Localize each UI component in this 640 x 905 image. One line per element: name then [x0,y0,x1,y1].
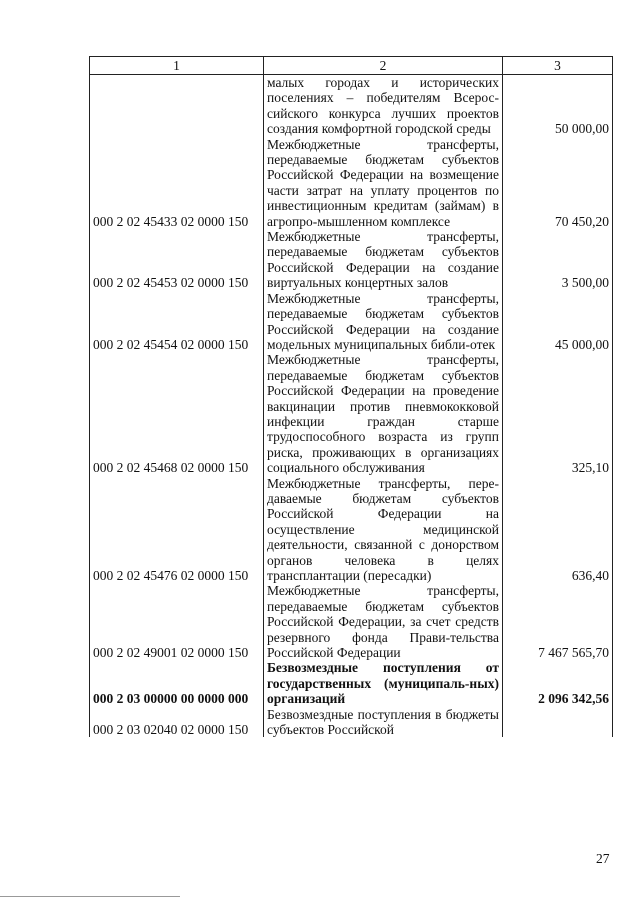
row-description: Межбюджетные трансферты, передаваемые бюджетам субъектов Российской Федерации на проведение вакцинации против пневмококковой инфекции граждан старше трудоспособного возраста из групп риска, проживающих в организациях социального обслуживания [264,352,503,475]
page-number: 27 [596,851,610,866]
row-code: 000 2 02 45476 02 0000 150 [90,476,264,584]
column-header-amount: 3 [503,57,613,75]
row-description: Межбюджетные трансферты, пере-даваемые бюджетам субъектов Российской Федерации на осуществление медицинской деятельности, связанной с донорством органов человека в целях трансплантации (пересадки) [264,476,503,584]
row-code [90,75,264,137]
table-row [90,137,613,229]
budget-revenue-table [89,56,613,737]
row-code: 000 2 03 00000 00 0000 000 [90,660,264,706]
row-amount: 636,40 [503,476,613,584]
row-description: малых городах и исторических поселениях – победителям Всерос-сийского конкурса лучших проектов создания комфортной городской среды [264,75,503,137]
row-description: Межбюджетные трансферты, передаваемые бюджетам субъектов Российской Федерации на создание модельных муниципальных библи-отек [264,291,503,353]
row-description: Безвозмездные поступления в бюджеты субъектов Российской [264,707,503,738]
row-code: 000 2 02 45468 02 0000 150 [90,352,264,475]
row-code: 000 2 02 45453 02 0000 150 [90,229,264,291]
row-amount: 45 000,00 [503,291,613,353]
table-row [90,707,613,738]
row-description: Межбюджетные трансферты, передаваемые бюджетам субъектов Российской Федерации на возмещение части затрат на уплату процентов по инвестиционным кредитам (займам) в агропро-мышленном комплексе [264,137,503,229]
scan-edge-line [0,896,180,897]
column-header-code: 1 [90,57,264,75]
row-amount: 7 467 565,70 [503,583,613,660]
row-code: 000 2 02 45454 02 0000 150 [90,291,264,353]
row-amount [503,707,613,738]
table-row [90,476,613,584]
row-amount: 70 450,20 [503,137,613,229]
row-code: 000 2 02 49001 02 0000 150 [90,583,264,660]
table-row-subtotal [90,660,613,706]
row-code: 000 2 02 45433 02 0000 150 [90,137,264,229]
row-amount: 50 000,00 [503,75,613,137]
table-row [90,291,613,353]
table-row [90,229,613,291]
row-amount: 2 096 342,56 [503,660,613,706]
table-row [90,75,613,137]
row-description: Безвозмездные поступления от государственных (муниципаль-ных) организаций [264,660,503,706]
row-amount: 325,10 [503,352,613,475]
row-description: Межбюджетные трансферты, передаваемые бюджетам субъектов Российской Федерации, за счет средств резервного фонда Прави-тельства Российской Федерации [264,583,503,660]
table-row [90,583,613,660]
table-row [90,352,613,475]
row-amount: 3 500,00 [503,229,613,291]
row-code: 000 2 03 02040 02 0000 150 [90,707,264,738]
row-description: Межбюджетные трансферты, передаваемые бюджетам субъектов Российской Федерации на создание виртуальных концертных залов [264,229,503,291]
column-header-description: 2 [264,57,503,75]
table-header-row [90,57,613,75]
